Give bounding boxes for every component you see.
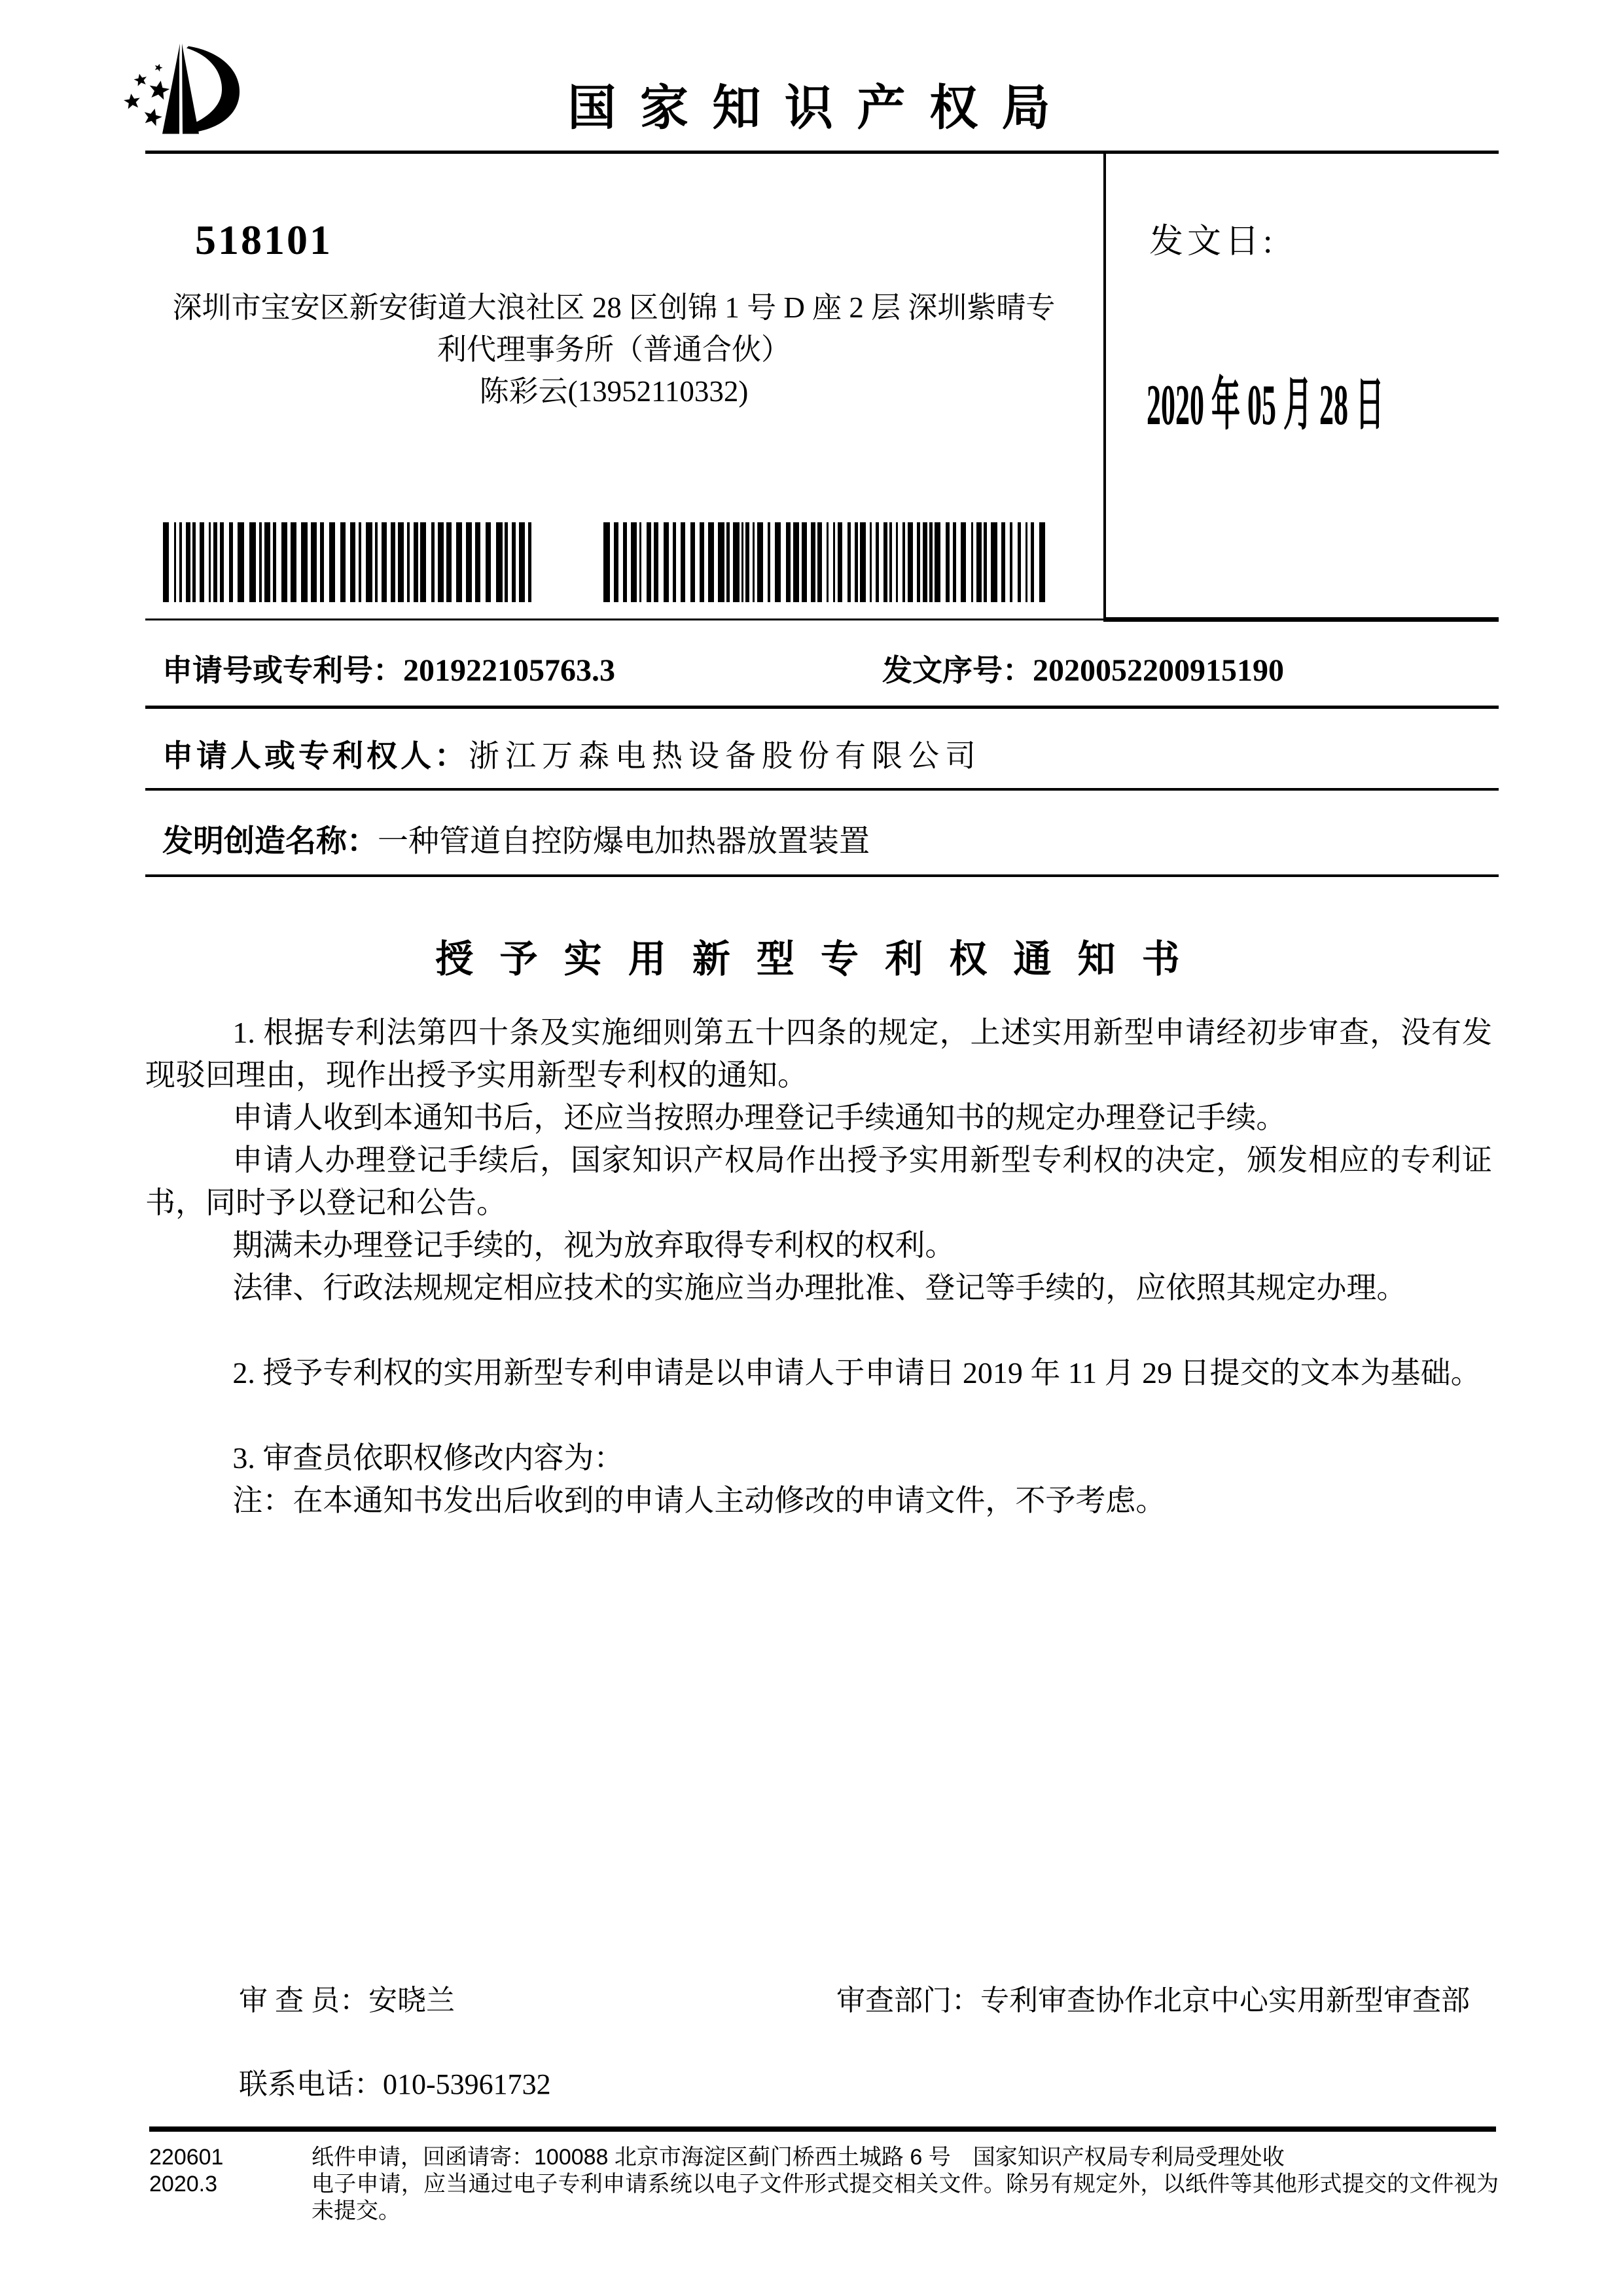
footer-instruction-line: 纸件申请，回函请寄：100088 北京市海淀区蓟门桥西土城路 6 号 国家知识产权局专利局受理处收 xyxy=(312,2145,1285,2170)
recipient-contact-line: 陈彩云(13952110332) xyxy=(479,375,749,408)
agency-title: 国 家 知 识 产 权 局 xyxy=(567,81,1056,135)
dispatch-serial-field xyxy=(882,647,1284,690)
invention-title-value: 一种管道自控防爆电加热器放置装置 xyxy=(378,825,870,859)
footer-form-code: 220601 xyxy=(149,2145,224,2170)
footer-instructions xyxy=(312,2144,1499,2225)
notice-paragraph: 注：在本通知书发出后收到的申请人主动修改的申请文件，不予考虑。 xyxy=(232,1484,1166,1517)
examiner-name: 安晓兰 xyxy=(368,1984,455,2017)
department-name: 专利审查协作北京中心实用新型审查部 xyxy=(980,1984,1470,2017)
phone-field xyxy=(239,2060,551,2102)
application-number-value: 201922105763.3 xyxy=(403,653,615,688)
row-divider xyxy=(145,788,1499,791)
recipient-address-line: 深圳市宝安区新安街道大浪社区 28 区创锦 1 号 D 座 2 层 深圳紫晴专 xyxy=(172,291,1056,324)
notice-paragraph: 3. 审查员依职权修改内容为： xyxy=(232,1441,624,1475)
invention-title-label: 发明创造名称： xyxy=(162,823,378,858)
recipient-postal-code: 518101 xyxy=(195,217,332,263)
notice-title: 授 予 实 用 新 型 专 利 权 通 知 书 xyxy=(435,938,1188,980)
dispatch-box-left-divider xyxy=(1103,151,1106,620)
application-number-barcode xyxy=(163,522,533,602)
application-number-label: 申请号或专利号： xyxy=(162,653,403,687)
application-number-field xyxy=(162,647,615,690)
notice-body xyxy=(145,1011,1492,1522)
applicant-value: 浙江万森电热设备股份有限公司 xyxy=(469,740,982,774)
recipient-address xyxy=(145,287,1082,412)
examiner-field xyxy=(239,1977,455,2018)
applicant-field xyxy=(162,732,982,776)
notice-paragraph: 申请人办理登记手续后，国家知识产权局作出授予实用新型专利权的决定，颁发相应的专利证书，同时予以登记和公告。 xyxy=(145,1143,1492,1219)
recipient-address-line: 利代理事务所（普通合伙） xyxy=(437,333,791,366)
dispatch-date-value: 2020 年 05 月 28 日 xyxy=(1147,374,1385,437)
dispatch-serial-value: 2020052200915190 xyxy=(1033,653,1284,688)
footer-form-info xyxy=(149,2144,312,2225)
department-field xyxy=(836,1977,1470,2018)
invention-title-field xyxy=(162,817,870,861)
applicant-label: 申请人或专利权人： xyxy=(162,738,469,773)
notice-paragraph: 法律、行政法规规定相应技术的实施应当办理批准、登记等手续的，应依照其规定办理。 xyxy=(232,1271,1407,1304)
header-rule xyxy=(145,151,1499,154)
phone-label: 联系电话： xyxy=(239,2068,383,2100)
notice-paragraph: 申请人收到本通知书后，还应当按照办理登记手续通知书的规定办理登记手续。 xyxy=(232,1101,1287,1134)
dispatch-serial-label: 发文序号： xyxy=(882,653,1033,687)
notice-paragraph: 1. 根据专利法第四十条及实施细则第五十四条的规定，上述实用新型申请经初步审查，没有发现驳回理由，现作出授予实用新型专利权的通知。 xyxy=(145,1016,1492,1092)
department-label: 审查部门： xyxy=(836,1984,980,2017)
phone-number: 010-53961732 xyxy=(383,2068,551,2100)
footer xyxy=(149,2144,1499,2225)
notice-paragraph: 2. 授予专利权的实用新型专利申请是以申请人于申请日 2019 年 11 月 29 日提交的文本为基础。 xyxy=(232,1356,1481,1390)
footer-rule xyxy=(149,2126,1496,2132)
footer-form-date: 2020.3 xyxy=(149,2172,217,2197)
dispatch-date-label: 发文日: xyxy=(1149,223,1277,260)
examiner-label: 审 查 员： xyxy=(239,1984,368,2017)
notice-paragraph: 期满未办理登记手续的，视为放弃取得专利权的权利。 xyxy=(232,1229,955,1262)
barcode-section-rule xyxy=(145,619,1103,620)
row-divider xyxy=(145,874,1499,877)
footer-instruction-line: 电子申请，应当通过电子专利申请系统以电子文件形式提交相关文件。除另有规定外，以纸件等其他形式提交的文件视为未提交。 xyxy=(312,2172,1499,2223)
row-divider xyxy=(145,706,1499,709)
dispatch-serial-barcode xyxy=(603,522,1051,602)
dispatch-box-bottom-rule xyxy=(1103,617,1499,622)
